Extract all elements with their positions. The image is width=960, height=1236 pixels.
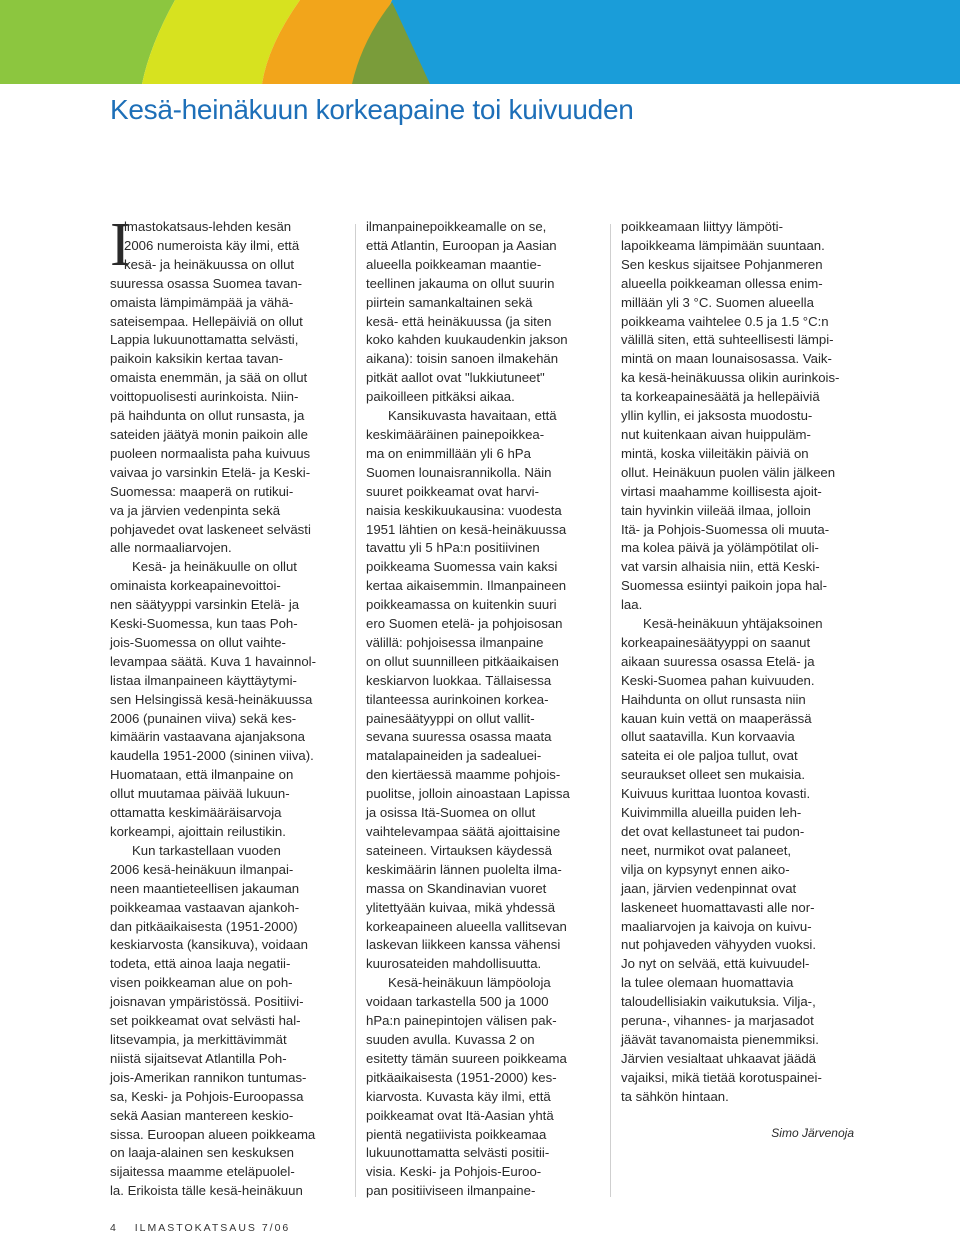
- text-line: Kuivuus kurittaa luontoa kovasti.: [621, 786, 811, 802]
- text-line: kaudella 1951-2000 (sininen viiva).: [110, 748, 314, 764]
- paragraph: [621, 218, 857, 615]
- text-line: poikkeamaa vastaavan ajankoh-: [110, 899, 300, 915]
- text-line: Kun tarkastellaan vuoden: [132, 842, 281, 858]
- text-line: on ollut suunnilleen pitkäaikaisen: [366, 653, 559, 669]
- text-line: tavattu yli 5 hPa:n positiivinen: [366, 540, 540, 556]
- text-line: hPa:n painepintojen välisen pak-: [366, 1013, 557, 1029]
- text-line: sijaitessa maamme eteläpuolel-: [110, 1164, 295, 1180]
- text-line: kauan kuin vettä on maaperässä: [621, 710, 812, 726]
- text-line: Haihdunta on ollut runsasta niin: [621, 691, 806, 707]
- text-line: levampaa säätä. Kuva 1 havainnol-: [110, 653, 317, 669]
- text-line: että Atlantin, Euroopan ja Aasian: [366, 237, 557, 253]
- text-line: Suomessa esiintyi paikoin jopa hal-: [621, 578, 827, 594]
- text-line: lmastokatsaus-lehden kesän: [124, 219, 292, 234]
- paragraph: [366, 407, 602, 974]
- text-line: kertaa aikaisemmin. Ilmanpaineen: [366, 578, 567, 594]
- text-line: millään yli 3 °C. Suomen alueella: [621, 294, 814, 310]
- text-line: Sen keskus sijaitsee Pohjanmeren: [621, 256, 823, 272]
- text-line: nut pohjaveden vähyyden vuoksi.: [621, 937, 817, 953]
- text-line: puolitse, jolloin ainoastaan Lapissa: [366, 786, 570, 802]
- text-line: alueella poikkeaman maantie-: [366, 256, 542, 272]
- text-line: piirtein samankaltainen sekä: [366, 294, 533, 310]
- drop-cap: I: [110, 211, 131, 279]
- text-line: ottamatta keskimääräisarvoja: [110, 805, 282, 821]
- text-line: jois-Suomessa on ollut vaihte-: [110, 634, 286, 650]
- text-line: 1951 lähtien on kesä-heinäkuussa: [366, 521, 567, 537]
- text-line: nen säätyyppi varsinkin Etelä- ja: [110, 597, 300, 613]
- text-line: alle normaaliarvojen.: [110, 540, 232, 556]
- text-line: mintä, koska viileitäkin päiviä on: [621, 445, 809, 461]
- text-line: tain hyvinkin viileää ilmaa, jolloin: [621, 502, 811, 518]
- text-line: pohjavedet ovat laskeneet selvästi: [110, 521, 311, 537]
- text-line: kesä- ja heinäkuussa on ollut: [124, 256, 295, 272]
- text-line: pitkäaikaisesta (1951-2000) kes-: [366, 1069, 557, 1085]
- text-line: Kansikuvasta havaitaan, että: [388, 408, 557, 424]
- text-line: jois-Amerikan rannikon tuntumas-: [110, 1069, 307, 1085]
- text-line: dan pitkäaikaisesta (1951-2000): [110, 918, 298, 934]
- text-line: sa, Keski- ja Pohjois-Euroopassa: [110, 1088, 304, 1104]
- text-line: pä haihdunta on ollut runsasta, ja: [110, 408, 305, 424]
- text-line: ominaista korkeapainevoittoi-: [110, 578, 281, 594]
- article-column-3: [621, 218, 857, 1107]
- text-line: omaista enemmän, ja sää on ollut: [110, 370, 308, 386]
- text-line: taloudellisiakin vaikutuksia. Vilja-,: [621, 994, 816, 1010]
- text-line: sateisempaa. Hellepäiviä on ollut: [110, 313, 303, 329]
- text-line: visia. Keski- ja Pohjois-Euroo-: [366, 1164, 542, 1180]
- text-line: paikoilleen pitkäksi aikaa.: [366, 389, 515, 405]
- text-line: todeta, että ainoa laaja negatii-: [110, 956, 291, 972]
- text-line: keskimääräinen painepoikkea-: [366, 426, 545, 442]
- page-footer: [110, 1222, 290, 1234]
- header-color-banner: [0, 0, 960, 84]
- text-line: Kesä- ja heinäkuulle on ollut: [132, 559, 297, 575]
- text-line: aikana): toisin sanoen ilmakehän: [366, 351, 559, 367]
- text-line: la tulee olemaan huomattavia: [621, 975, 794, 991]
- text-line: jaan, järvien vedenpinnat ovat: [621, 880, 797, 896]
- column-divider: [610, 224, 611, 1197]
- text-line: lukuunottamatta selvästi positii-: [366, 1145, 550, 1161]
- text-line: omaista lämpimämpää ja vähä-: [110, 294, 294, 310]
- text-line: Suomessa: maaperä on rutikui-: [110, 483, 294, 499]
- text-line: litsevampia, ja merkittävimmät: [110, 1031, 287, 1047]
- author-signature: Simo Järvenoja: [771, 1126, 854, 1140]
- text-line: naisia keskikuukausina: vuodesta: [366, 502, 562, 518]
- page-number: 4: [110, 1222, 116, 1234]
- text-line: det ovat kellastuneet tai pudon-: [621, 824, 805, 839]
- paragraph: [366, 974, 602, 1201]
- text-line: ollut. Heinäkuun puolen välin jälkeen: [621, 464, 836, 480]
- text-line: vat varsin alhaisia niin, että Keski-: [621, 559, 820, 575]
- paragraph: [110, 558, 346, 842]
- text-line: la. Erikoista tälle kesä-heinäkuun: [110, 1183, 303, 1199]
- text-line: aikaan suuressa osassa Etelä- ja: [621, 653, 815, 669]
- text-line: vaivaa jo varsinkin Etelä- ja Keski-: [110, 464, 311, 480]
- publication-name: ILMASTOKATSAUS 7/06: [134, 1222, 291, 1234]
- text-line: neet, nurmikot ovat palaneet,: [621, 842, 792, 858]
- text-line: sateita ei ole paljoa tullut, ovat: [621, 748, 798, 764]
- text-line: Keski-Suomessa, kun taas Poh-: [110, 616, 298, 632]
- text-line: Kuivimmilla alueilla puiden leh-: [621, 805, 802, 821]
- text-line: Kesä-heinäkuun yhtäjaksoinen: [643, 616, 823, 632]
- article-column-2: [366, 218, 602, 1201]
- text-line: painesäätyyppi on ollut vallit-: [366, 710, 535, 726]
- text-line: matalapaineiden ja sadealuei-: [366, 748, 542, 764]
- text-line: Huomataan, että ilmanpaine on: [110, 767, 294, 783]
- text-line: sekä Aasian mantereen keskio-: [110, 1107, 294, 1123]
- text-line: ilmanpainepoikkeamalle on se,: [366, 219, 547, 234]
- text-line: sissa. Euroopan alueen poikkeama: [110, 1126, 316, 1142]
- text-line: set poikkeamat ovat selvästi hal-: [110, 1013, 301, 1029]
- text-line: seuraukset olleet sen mukaisia.: [621, 767, 805, 783]
- text-line: listaa ilmanpaineen käyttäytymi-: [110, 672, 297, 688]
- text-line: välillä siten, että suhteellisesti lämpi-: [621, 332, 834, 348]
- paragraph: [621, 615, 857, 1107]
- text-line: voittopuolisesti aurinkoista. Niin-: [110, 389, 299, 405]
- text-line: keskimäärin lännen puolelta ilma-: [366, 861, 562, 877]
- text-line: poikkeamat ovat Itä-Aasian yhtä: [366, 1107, 554, 1123]
- text-line: kiarvosta. Kuvasta käy ilmi, että: [366, 1088, 551, 1104]
- text-line: 2006 (punainen viiva) sekä kes-: [110, 710, 297, 726]
- text-line: suuden avulla. Kuvassa 2 on: [366, 1031, 535, 1047]
- text-line: puoleen normaalista paha kuivuus: [110, 445, 311, 461]
- text-line: 2006 numeroista käy ilmi, että: [124, 237, 300, 253]
- text-line: ollut muutamaa päivää lukuun-: [110, 786, 290, 802]
- text-line: laskevan liikkeen kanssa vähensi: [366, 937, 561, 953]
- text-line: ollut saatavilla. Kun korvaavia: [621, 729, 795, 745]
- text-line: Kesä-heinäkuun lämpöoloja: [388, 975, 551, 991]
- text-line: ylitettyään kuivaa, mikä yhdessä: [366, 899, 556, 915]
- text-line: ma on enimmillään yli 6 hPa: [366, 445, 531, 461]
- paragraph: [110, 842, 346, 1201]
- text-line: välillä: pohjoisessa ilmanpaine: [366, 634, 544, 650]
- article-title: Kesä-heinäkuun korkeapaine toi kuivuuden: [110, 94, 634, 125]
- text-line: lapoikkeama lämpimään suuntaan.: [621, 237, 825, 253]
- text-line: kesä- että heinäkuussa (ja siten: [366, 313, 552, 329]
- text-line: jäävät tavanomaista pienemmiksi.: [621, 1031, 819, 1047]
- text-line: den kiertäessä maamme pohjois-: [366, 767, 561, 783]
- text-line: kimäärin vastaavana ajanjaksona: [110, 729, 305, 745]
- text-line: koko kahden kuukaudenkin jakson: [366, 332, 568, 348]
- text-line: suuressa osassa Suomea tavan-: [110, 275, 303, 291]
- text-line: mintä on maan lounaisosassa. Vaik-: [621, 351, 832, 367]
- text-line: laskeneet huomattavasti alle nor-: [621, 899, 815, 915]
- text-line: virtasi maahamme koillisesta ajoit-: [621, 483, 822, 499]
- text-line: esitetty tämän suureen poikkeama: [366, 1050, 567, 1066]
- text-line: joisnavan ympäristössä. Positiivi-: [110, 994, 304, 1010]
- text-line: Jo nyt on selvää, että kuivuudel-: [621, 956, 810, 972]
- text-line: alueella poikkeaman ollessa enim-: [621, 275, 823, 291]
- text-line: pitkät aallot ovat "lukkiutuneet": [366, 370, 545, 386]
- text-line: poikkeama Suomessa vain kaksi: [366, 559, 558, 575]
- text-line: poikkeamaan liittyy lämpöti-: [621, 219, 783, 234]
- text-line: laa.: [621, 597, 643, 613]
- text-line: tilanteessa aurinkoinen korkea-: [366, 691, 549, 707]
- text-line: teellinen jakauma on ollut suurin: [366, 275, 555, 291]
- text-line: Järvien vesialtaat uhkaavat jäädä: [621, 1050, 817, 1066]
- text-line: kuurosateiden mahdollisuutta.: [366, 956, 542, 972]
- text-line: ma kolea päivä ja yölämpötilat oli-: [621, 540, 819, 556]
- text-line: korkeampi, ajoittain reilustikin.: [110, 824, 286, 839]
- text-line: ero Suomen etelä- ja pohjoisosan: [366, 616, 563, 632]
- text-line: vajaiksi, mikä tietää korotuspainei-: [621, 1069, 822, 1085]
- text-line: pan positiiviseen ilmanpaine-: [366, 1183, 536, 1199]
- text-line: nut kuitenkaan aivan huippuläm-: [621, 426, 811, 442]
- text-line: niistä sijaitsevat Atlantilla Poh-: [110, 1050, 287, 1066]
- text-line: sevana suuressa osassa maata: [366, 729, 552, 745]
- text-line: vaihtelevampaa säätä ajoittaisine: [366, 824, 561, 839]
- text-line: sateineen. Virtauksen käydessä: [366, 842, 552, 858]
- text-line: Keski-Suomea pahan kuivuuden.: [621, 672, 815, 688]
- text-line: sateiden jäätyä monin paikoin alle: [110, 426, 308, 442]
- text-line: va ja järvien vedenpinta sekä: [110, 502, 281, 518]
- text-line: pientä negatiivista poikkeamaa: [366, 1126, 547, 1142]
- text-line: Itä- ja Pohjois-Suomessa oli muuta-: [621, 521, 830, 537]
- article-column-1: [110, 211, 346, 1201]
- text-line: maaliarvojen ja kaivoja on kuivu-: [621, 918, 812, 934]
- text-line: keskiarvon luokkaa. Tällaisessa: [366, 672, 552, 688]
- text-line: ka kesä-heinäkuussa olikin aurinkois-: [621, 370, 840, 386]
- text-line: poikkeamassa on kuitenkin suuri: [366, 597, 557, 613]
- text-line: ja osissa Itä-Suomea on ollut: [366, 805, 536, 821]
- paragraph: [366, 218, 602, 407]
- text-line: Suomen lounaisrannikolla. Näin: [366, 464, 552, 480]
- text-line: on laaja-alainen sen keskuksen: [110, 1145, 295, 1161]
- text-line: 2006 kesä-heinäkuun ilmanpai-: [110, 861, 294, 877]
- text-line: neen maantieteellisen jakauman: [110, 880, 300, 896]
- text-line: Lappia lukuunottamatta selvästi,: [110, 332, 299, 348]
- banner-blue-shape: [366, 0, 960, 84]
- text-line: vilja on kypsynyt ennen aiko-: [621, 861, 790, 877]
- text-line: paikoin kaksikin kertaa tavan-: [110, 351, 283, 367]
- text-line: ta sähkön hintaan.: [621, 1088, 729, 1104]
- text-line: sen Helsingissä kesä-heinäkuussa: [110, 691, 313, 707]
- text-line: visen poikkeaman alue on poh-: [110, 975, 293, 991]
- text-line: massa on Skandinavian vuoret: [366, 880, 547, 896]
- text-line: peruna-, vihannes- ja marjasadot: [621, 1013, 814, 1029]
- text-line: korkeapainesäätyyppi on saanut: [621, 634, 811, 650]
- text-line: keskiarvosta (kansikuva), voidaan: [110, 937, 308, 953]
- text-line: poikkeama vaihtelee 0.5 ja 1.5 °C:n: [621, 313, 829, 329]
- text-line: korkeapaineen alueella vallitsevan: [366, 918, 567, 934]
- paragraph: [110, 211, 346, 558]
- text-line: yllin kyllin, ei jaksosta muodostu-: [621, 408, 813, 424]
- text-line: suuret poikkeamat ovat harvi-: [366, 483, 539, 499]
- column-divider: [355, 224, 356, 1197]
- text-line: voidaan tarkastella 500 ja 1000: [366, 994, 549, 1010]
- text-line: ta korkeapainesäätä ja hellepäiviä: [621, 389, 820, 405]
